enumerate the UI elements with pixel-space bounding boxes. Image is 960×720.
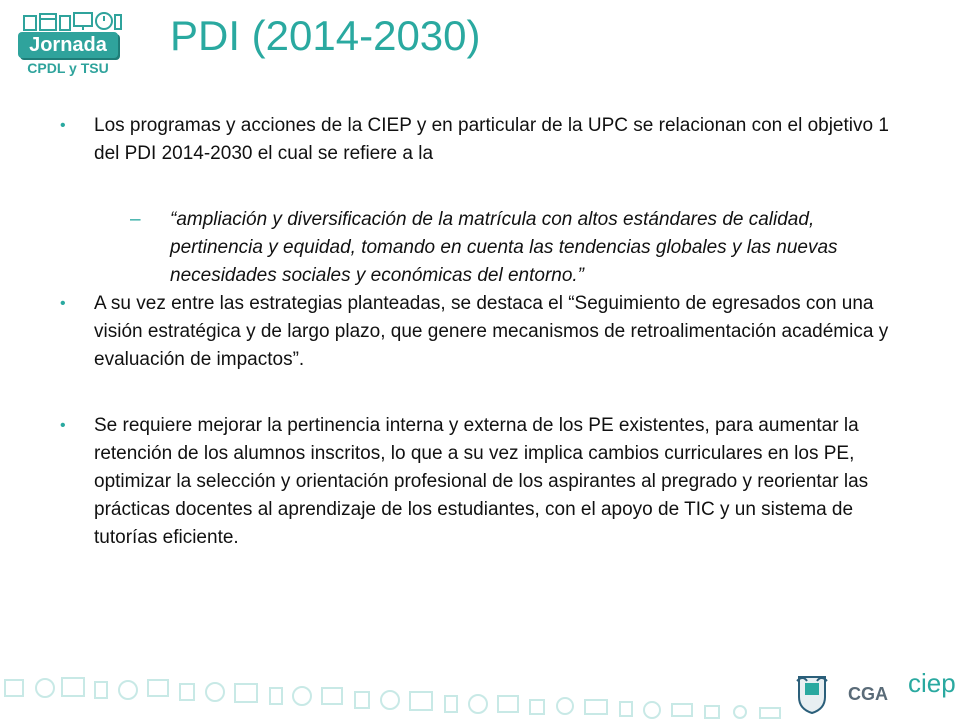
bullet-icon: •: [60, 295, 66, 312]
footer-pattern: [0, 660, 800, 720]
bullet-icon: •: [60, 117, 66, 134]
bullet-text: A su vez entre las estrategias planteadas, se destaca el “Seguimiento de egresados con una visión estratégica y de largo plazo, que genere mecanismos de retroalimentación académica y evaluación de impactos”.: [94, 293, 889, 370]
ciep-logo: ciep: [908, 668, 956, 698]
bullet-icon: •: [60, 417, 66, 434]
bullet-item: [60, 412, 890, 552]
bullet-text: Los programas y acciones de la CIEP y en particular de la UPC se relacionan con el objetivo 1 del PDI 2014-2030 el cual se refiere a la: [94, 115, 889, 164]
dash-icon: –: [130, 209, 141, 230]
cga-logo: CGA: [848, 684, 888, 704]
sub-item-quote: [130, 206, 890, 290]
jornada-logo: [18, 10, 128, 74]
slide-body: [60, 112, 890, 552]
logo-banner: Jornada: [18, 32, 118, 58]
logo-icons: [22, 10, 122, 32]
slide-title: PDI (2014-2030): [170, 12, 481, 59]
bullet-item: [60, 290, 890, 374]
university-crest-icon: [795, 673, 829, 715]
bullet-item: [60, 112, 890, 168]
quote-text: “ampliación y diversificación de la matrícula con altos estándares de calidad, pertinencia y equidad, tomando en cuenta las tendencias globales y las nuevas necesidades sociales y económicas del entorno.”: [170, 209, 838, 286]
logo-subtitle: CPDL y TSU: [27, 60, 109, 76]
bullet-text: Se requiere mejorar la pertinencia interna y externa de los PE existentes, para aumentar la retención de los alumnos inscritos, lo que a su vez implica cambios curriculares en los PE, optimizar la selección y orientación profesional de los aspirantes al pregrado y reorientar las prácticas docentes al aprendizaje de los estudiantes, con el apoyo de TIC y un sistema de tutorías eficiente.: [94, 415, 869, 548]
